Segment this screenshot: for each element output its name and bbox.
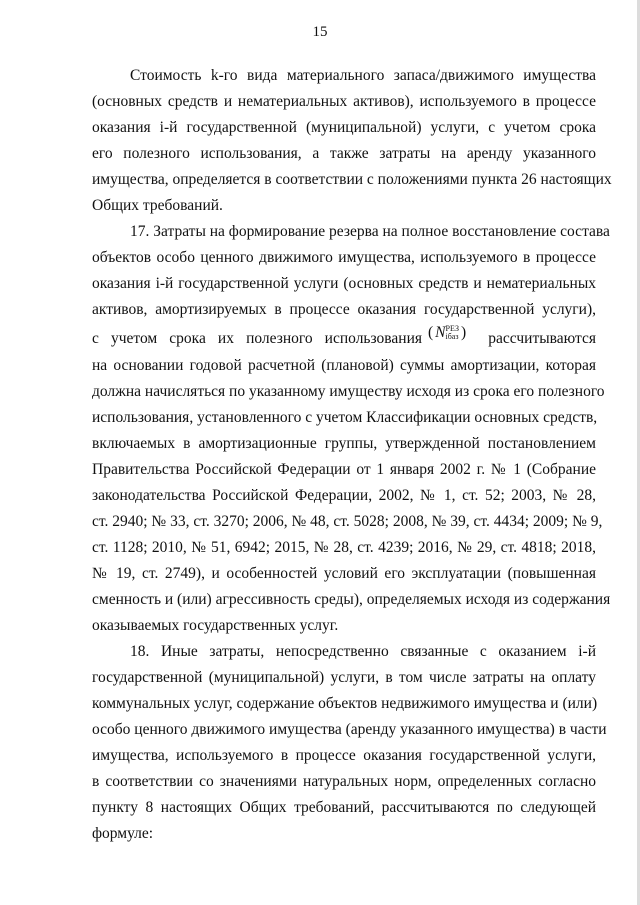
text-line: его полезного использования, а также затраты на аренду указанного xyxy=(92,145,596,162)
formula-close-paren: ) xyxy=(460,324,467,341)
formula-open-paren: ( xyxy=(428,324,434,341)
text-line: оказываемых государственных услуг. xyxy=(92,617,339,634)
text-line: имущества, определяется в соответствии с положениями пункта 26 настоящих xyxy=(92,171,612,188)
text-line: включаемых в амортизационные группы, утвержденной постановлением xyxy=(92,435,596,452)
text-line: (основных средств и нематериальных активов), используемого в процессе xyxy=(92,93,596,110)
page-number: 15 xyxy=(312,24,328,40)
text-line: Общих требований. xyxy=(92,197,223,214)
inline-formula xyxy=(428,324,466,342)
text-line: рассчитываются xyxy=(488,330,596,347)
formula-symbol-letter: N xyxy=(435,324,446,341)
text-line: использования, установленного с учетом Классификации основных средств, xyxy=(92,409,598,426)
text-line: № 19, ст. 2749), и особенностей условий его эксплуатации (повышенная xyxy=(92,565,596,582)
text-line: государственной (муниципальной) услуги, в том числе затраты на оплату xyxy=(92,669,596,686)
text-line: на основании годовой расчетной (плановой) суммы амортизации, которая xyxy=(92,357,596,374)
text-line: ст. 1128; 2010, № 51, 6942; 2015, № 28, ст. 4239; 2016, № 29, ст. 4818; 2018, xyxy=(92,539,596,556)
text-line: коммунальных услуг, содержание объектов недвижимого имущества и (или) xyxy=(92,695,598,712)
formula-subscript: iбаз xyxy=(445,332,459,342)
text-line: Правительства Российской Федерации от 1 января 2002 г. № 1 (Собрание xyxy=(92,461,596,478)
formula-symbol xyxy=(433,324,461,342)
text-line: Стоимость k-го вида материального запаса/движимого имущества xyxy=(130,67,596,84)
text-line: законодательства Российской Федерации, 2002, № 1, ст. 52; 2003, № 28, xyxy=(92,487,596,504)
text-line: имущества, используемого в процессе оказания государственной услуги, xyxy=(92,747,596,764)
text-line: объектов особо ценного движимого имущества, используемого в процессе xyxy=(92,249,596,266)
text-line: особо ценного движимого имущества (аренду указанного имущества) в части xyxy=(92,721,607,738)
text-line: в соответствии со значениями натуральных норм, определенных согласно xyxy=(92,773,596,790)
text-line: оказания i-й государственной (муниципальной) услуги, с учетом срока xyxy=(92,119,596,136)
text-line: 18. Иные затраты, непосредственно связанные с оказанием i-й xyxy=(130,643,596,660)
formula-superscript: РЕЗ xyxy=(445,324,459,334)
text-line: ст. 2940; № 33, ст. 3270; 2006, № 48, ст. 5028; 2008, № 39, ст. 4434; 2009; № 9, xyxy=(92,513,603,530)
formula-indices xyxy=(446,325,459,341)
text-line: оказания i-й государственной услуги (основных средств и нематериальных xyxy=(92,275,596,292)
text-line: сменность и (или) агрессивность среды), определяемых исходя из содержания xyxy=(92,591,611,608)
text-line: с учетом срока их полезного использования xyxy=(92,330,422,347)
text-line: должна начисляться по указанному имуществу исходя из срока его полезного xyxy=(92,383,605,400)
text-line: пункту 8 настоящих Общих требований, рассчитываются по следующей xyxy=(92,799,596,816)
text-line: активов, амортизируемых в процессе оказания государственной услуги), xyxy=(92,301,596,318)
text-line: формуле: xyxy=(92,825,154,842)
text-line: 17. Затраты на формирование резерва на полное восстановление состава xyxy=(130,223,610,240)
